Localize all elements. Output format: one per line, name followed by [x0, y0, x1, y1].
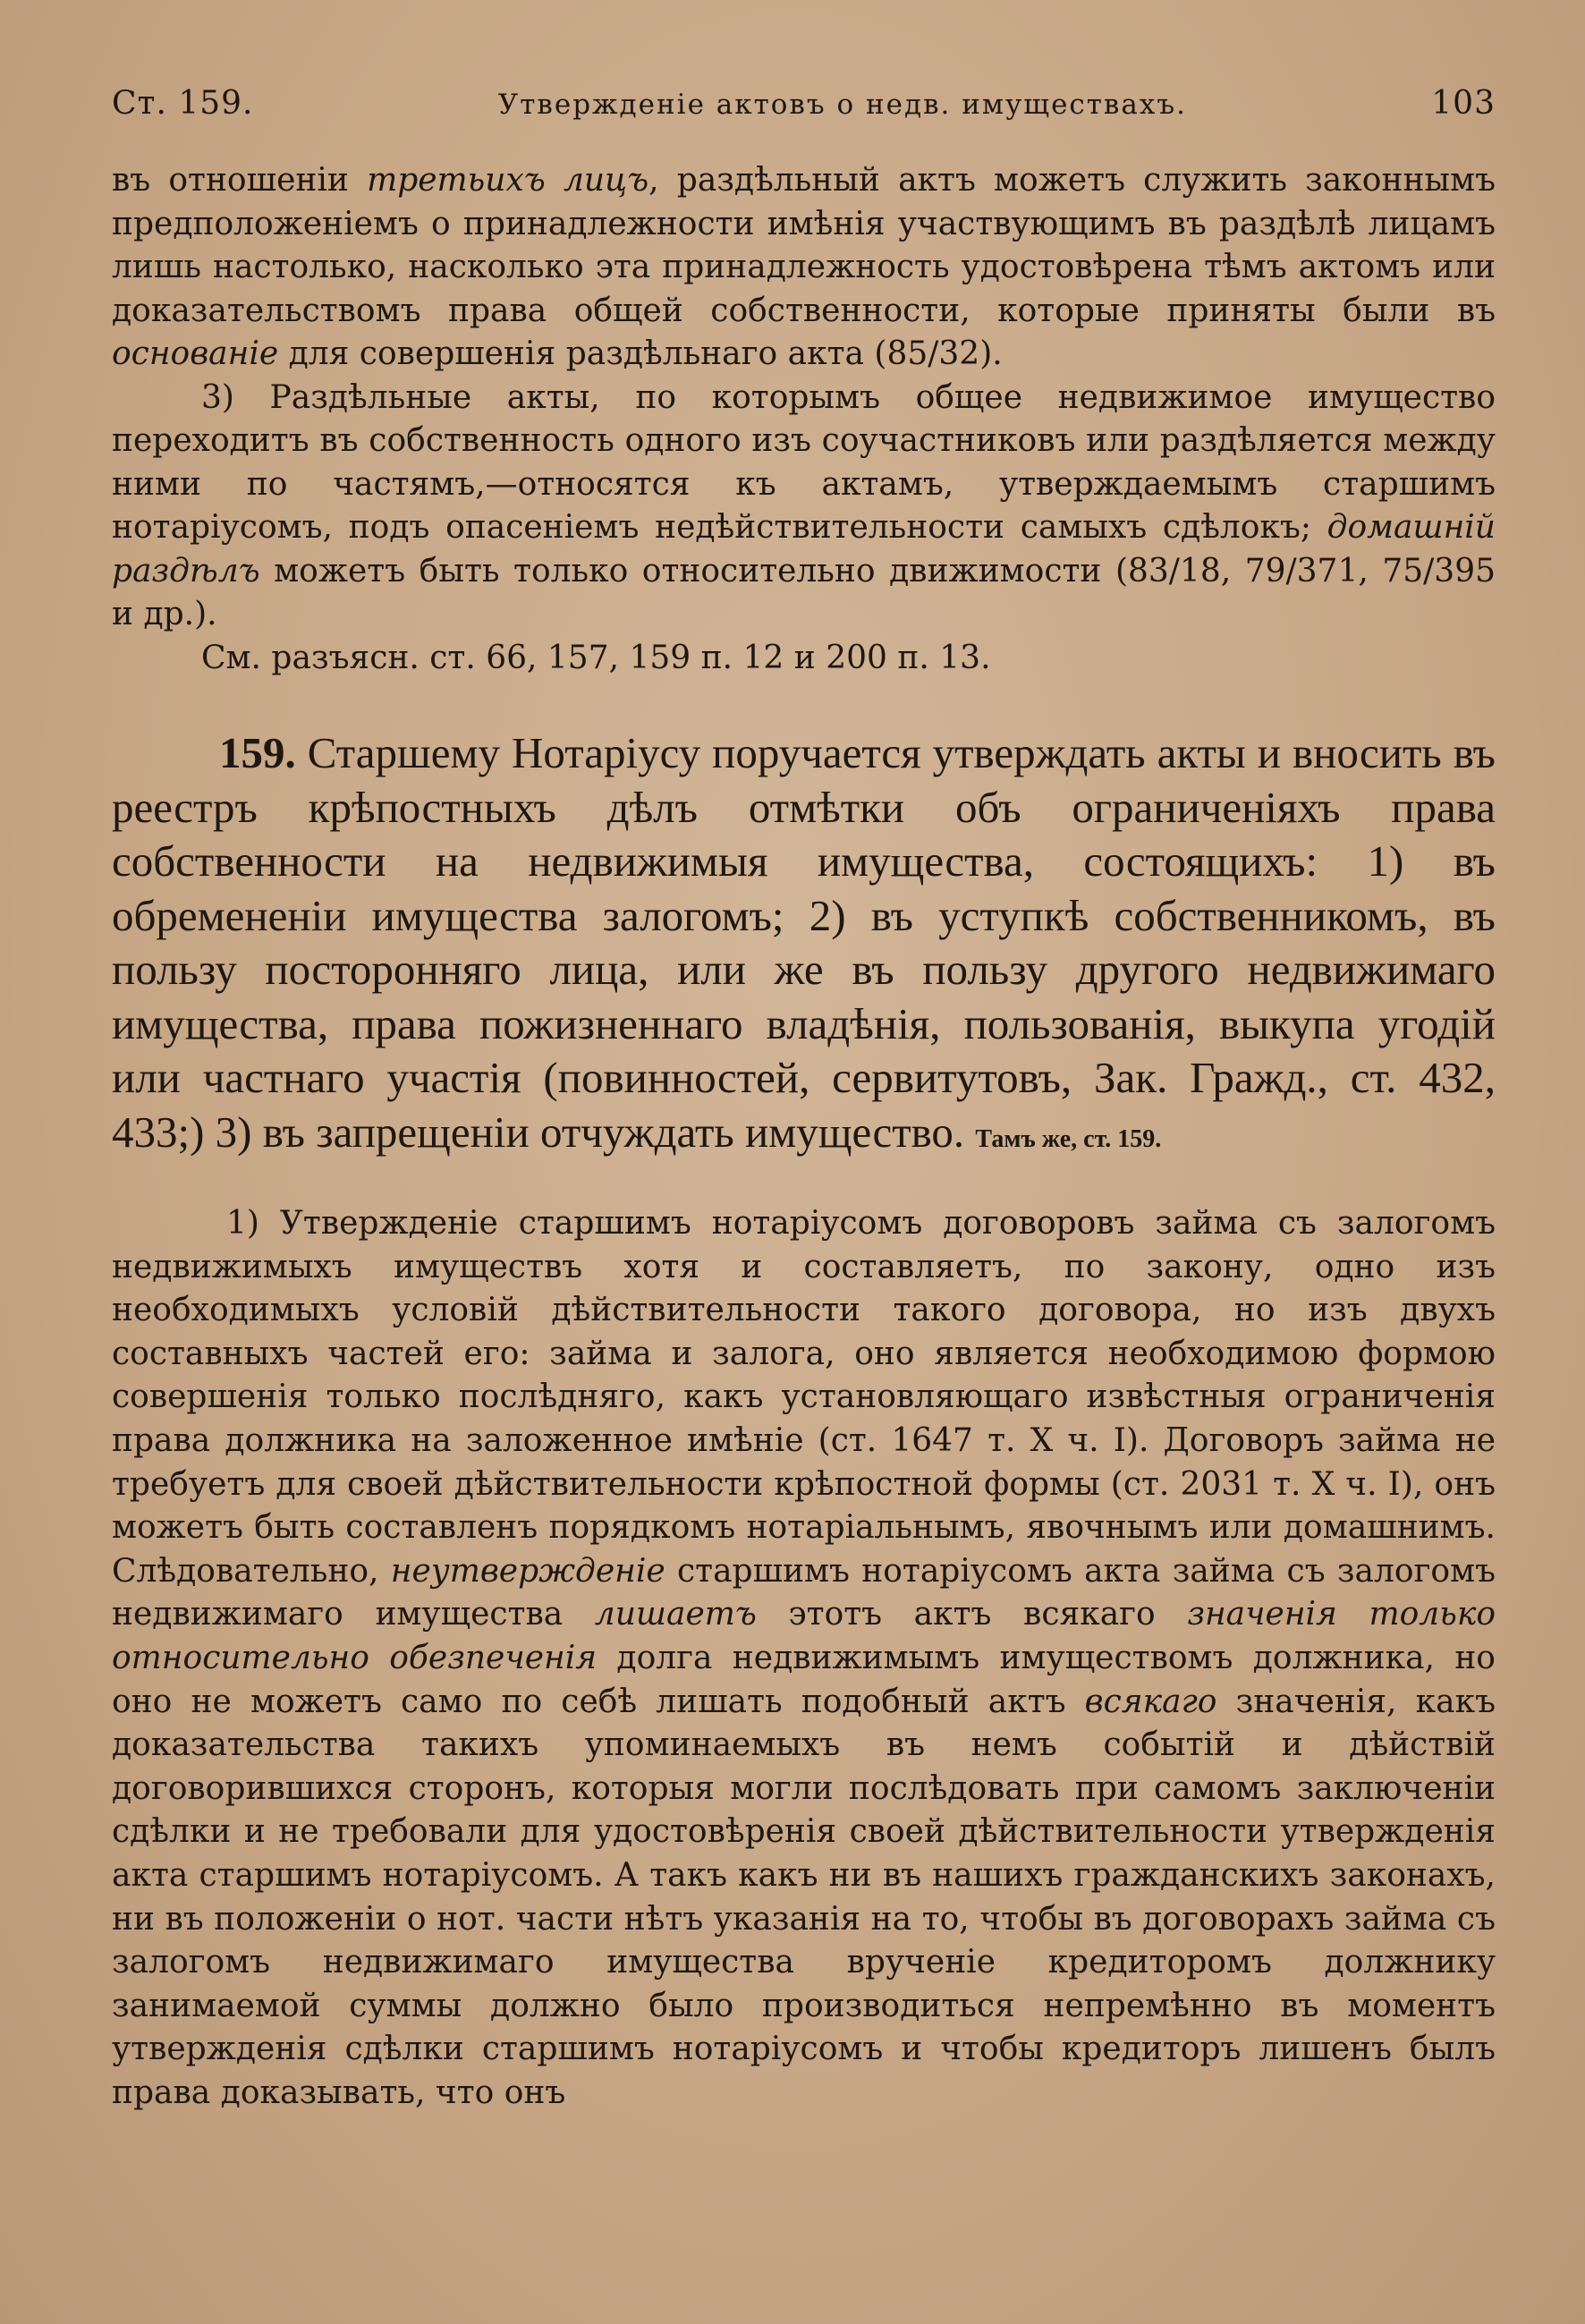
- running-head: [112, 85, 1496, 122]
- article-number: 159.: [219, 728, 296, 777]
- comment-paragraph: 3) Раздѣльные акты, по которымъ общее недвижимое имущество переходитъ въ собственность одного изъ соучастниковъ или раздѣляется между ними по частямъ,—относятся къ актамъ, утверждаемымъ старшимъ нотаріусомъ, подъ опасеніемъ недѣйствительности самыхъ сдѣлокъ; домашній раздѣлъ можетъ быть только относительно движимости (83/18, 79/371, 75/395 и др.).: [112, 378, 1496, 632]
- article-159: [112, 726, 1496, 1166]
- article-text: 159. Старшему Нотаріусу поручается утверждать акты и вносить въ реестръ крѣпостныхъ дѣлъ отмѣтки объ ограниченіяхъ права собственности на недвижимыя имущества, состоящихъ: 1) въ обремененіи имущества залогомъ; 2) въ уступкѣ собственникомъ, въ пользу посторонняго лица, или же въ пользу другого недвижимаго имущества, права пожизненнаго владѣнія, пользованія, выкупа угодій или частнаго участія (повинностей, сервитутовъ, Зак. Гражд., ст. 432, 433;) 3) въ запрещеніи отчуждать имущество. Тамъ же, ст. 159.: [112, 728, 1496, 1157]
- cross-reference: См. разъясн. ст. 66, 157, 159 п. 12 и 200 п. 13.: [201, 639, 991, 676]
- page-number: 103: [1431, 85, 1496, 122]
- comment-block: [112, 159, 1496, 680]
- note-paragraph: 1) Утвержденіе старшимъ нотаріусомъ договоровъ займа съ залогомъ недвижимыхъ имуществъ хотя и составляетъ, по закону, одно изъ необходимыхъ условій дѣйствительности такого договора, но изъ двухъ составныхъ частей его: займа и залога, оно является необходимою формою совершенія только послѣдняго, какъ установляющаго извѣстныя ограниченія права должника на заложенное имѣніе (ст. 1647 т. X ч. I). Договоръ займа не требуетъ для своей дѣйствительности крѣпостной формы (ст. 2031 т. X ч. I), онъ можетъ быть составленъ порядкомъ нотаріальнымъ, явочнымъ или домашнимъ. Слѣдовательно, неутвержденіе старшимъ нотаріусомъ акта займа съ залогомъ недвижимаго имущества лишаетъ этотъ актъ всякаго значенія только относительно обезпеченія долга недвижимымъ имуществомъ должника, но оно не можетъ само по себѣ лишать подобный актъ всякаго значенія, какъ доказательства такихъ упоминаемыхъ въ немъ событій и дѣйствій договорившихся сторонъ, которыя могли послѣдовать при самомъ заключеніи сдѣлки и не требовали для удостовѣренія своей дѣйствительности утвержденія акта старшимъ нотаріусомъ. А такъ какъ ни въ нашихъ гражданскихъ законахъ, ни въ положеніи о нот. части нѣтъ указанія на то, чтобы въ договорахъ займа съ залогомъ недвижимаго имущества врученіе кредиторомъ должнику занимаемой суммы должно было производиться непремѣнно въ моментъ утвержденія сдѣлки старшимъ нотаріусомъ и чтобы кредиторъ лишенъ былъ права доказывать, что онъ: [112, 1205, 1496, 2111]
- running-title: Утвержденіе актовъ о недв. имуществахъ.: [497, 89, 1187, 121]
- comment-paragraph: въ отношеніи третьихъ лицъ, раздѣльный актъ можетъ служить законнымъ предположеніемъ о принадлежности имѣнія участвующимъ въ раздѣлѣ лицамъ лишь настолько, насколько эта принадлежность удостовѣрена тѣмъ актомъ или доказательствомъ права общей собственности, которые приняты были въ основаніе для совершенія раздѣльнаго акта (85/32).: [112, 162, 1496, 372]
- article-source: Тамъ же, ст. 159.: [975, 1124, 1162, 1153]
- notes-block: [112, 1202, 1496, 2115]
- section-ref: Ст. 159.: [112, 85, 254, 122]
